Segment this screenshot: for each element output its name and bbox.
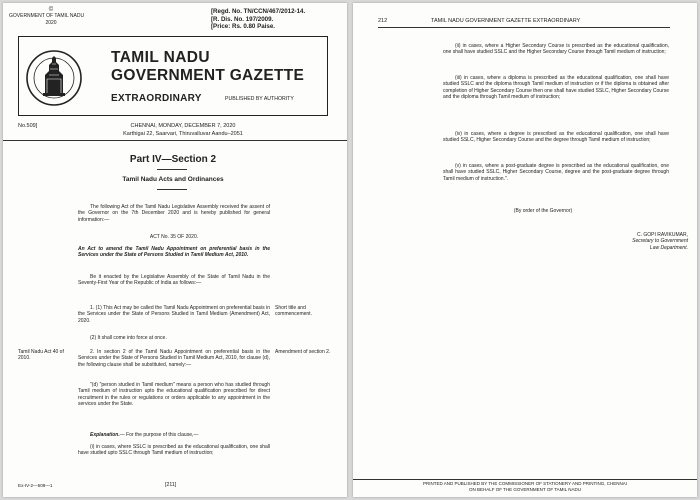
issue-tamil-date: Karthigai 22, Saarvari, Thiruvalluvar Aandu–2051 <box>123 131 243 137</box>
clause-2: 2. In section 2 of the Tamil Nadu Appointment on preferential basis in the Services under the State of Persons Studied in Tamil Medium Act, 2010, for clause (d), the following clause shall be substituted, namely:— <box>78 349 270 368</box>
regd-line: [Regd. No. TN/CCN/467/2012-14. <box>211 8 306 15</box>
part-title: Part IV—Section 2 <box>129 154 217 165</box>
running-head: TAMIL NADU GOVERNMENT GAZETTE EXTRAORDINARY <box>431 18 581 24</box>
enacting-formula: Be it enacted by the Legislative Assembly of the State of Tamil Nadu in the Seventy-First Year of the Republic of India as follows:— <box>78 274 270 287</box>
gazette-page-212 <box>353 3 697 497</box>
item-iv: (iv) in cases, where a degree is prescribed as the educational qualification, one shall have studied SSLC, Higher Secondary Course and the degree through Tamil medium of instruction; <box>443 131 669 144</box>
divider <box>378 27 670 28</box>
margin-note-amendment: Amendment of section 2. <box>275 349 331 355</box>
act-long-title: An Act to amend the Tamil Nadu Appointment on preferential basis in the Services under the State of Persons Studied in Tamil Medium Act, 2010. <box>78 246 270 259</box>
issue-no: No.509] <box>18 123 38 129</box>
signature-block <box>568 232 688 251</box>
copyright-year: 2020 <box>45 19 57 26</box>
page-number: 212 <box>378 18 388 24</box>
margin-note-short-title: Short title and commencement. <box>275 305 312 318</box>
intro-paragraph: The following Act of the Tamil Nadu Legislative Assembly received the assent of the Governor on the 7th December 2020 and is hereby published for general information:— <box>78 204 270 223</box>
copyright-block <box>9 7 85 26</box>
signatory-department: Law Department. <box>649 244 688 251</box>
regd-line: [Price: Rs. 0.80 Paise. <box>211 23 275 31</box>
issue-date: CHENNAI, MONDAY, DECEMBER 7, 2020 <box>130 123 236 129</box>
by-order-line: (By order of the Governor) <box>513 208 573 214</box>
masthead-authority: PUBLISHED BY AUTHORITY <box>225 96 294 102</box>
signatory-name: C. GOPI RAVIKUMAR, <box>636 232 688 238</box>
clause-1-2: (2) It shall come into force at once. <box>90 335 167 341</box>
masthead-title-2: GOVERNMENT GAZETTE <box>111 67 305 84</box>
regd-line: [R. Dis. No. 197/2009. <box>211 15 274 23</box>
divider <box>157 189 187 190</box>
divider <box>157 169 187 170</box>
clause-1-1: 1. (1) This Act may be called the Tamil Nadu Appointment on preferential basis in the Services under the State of Persons Studied in Tamil Medium (Amendment) Act, 2020. <box>78 305 270 324</box>
registration-block <box>211 8 305 31</box>
explanation-text: — For the purpose of this clause,— <box>119 432 199 438</box>
printer-line: PRINTED AND PUBLISHED BY THE COMMISSIONER OF STATIONERY AND PRINTING, CHENNAI <box>422 481 628 486</box>
gazette-page-211 <box>3 3 347 497</box>
copyright-line: GOVERNMENT OF TAMIL NADU <box>9 13 85 20</box>
act-number: ACT No. 35 OF 2020. <box>149 234 199 240</box>
footer-page-number: [211] <box>165 482 177 488</box>
masthead-box <box>18 36 328 116</box>
section-title: Tamil Nadu Acts and Ordinances <box>122 176 224 183</box>
copyright-symbol: © <box>48 7 54 13</box>
explanation-label: Explanation. <box>90 432 120 438</box>
divider <box>3 140 347 141</box>
item-iii: (iii) in cases, where a diploma is prescribed as the educational qualification, one shall have studied SSLC and the diploma through Tamil medium of instruction or if the diploma is obtained after completion of Higher Secondary Course then one shall have studied SSLC, Higher Secondary Course and the diploma through Tamil medium of instruction; <box>443 75 669 100</box>
definition-d: "(d) "person studied in Tamil medium" means a person who has studied through Tamil medium of instruction upto the educational qualification prescribed for direct recruitment in the rules or regulations or orders applicable to any appointment in the services under the State. <box>78 382 270 407</box>
explanation <box>78 432 270 438</box>
divider <box>353 479 697 480</box>
item-v: (v) in cases, where a post-graduate degree is prescribed as the educational qualification, one shall have studied SSLC, Higher Secondary Course, degree and the post-graduate degree through Tamil medium of instruction.". <box>443 163 669 182</box>
signatory-title: Secretary to Government <box>632 238 688 245</box>
item-ii: (ii) in cases, where a Higher Secondary Course is prescribed as the educational qualification, one shall have studied SSLC and the Higher Secondary Course through Tamil medium of instruction; <box>443 43 669 56</box>
state-emblem-icon <box>25 49 83 107</box>
printer-line: ON BEHALF OF THE GOVERNMENT OF TAMIL NADU <box>468 486 581 492</box>
item-i: (i) in cases, where SSLC is prescribed as the educational qualification, one shall have studied upto SSLC through Tamil medium of instruction; <box>78 444 270 457</box>
masthead-title-1: TAMIL NADU <box>111 49 210 66</box>
printer-imprint <box>353 481 697 492</box>
footer-code: Ex-IV-2—509—1 <box>18 483 53 488</box>
masthead-extraordinary: EXTRAORDINARY <box>111 93 202 104</box>
margin-note-act-40: Tamil Nadu Act 40 of 2010. <box>18 349 64 362</box>
